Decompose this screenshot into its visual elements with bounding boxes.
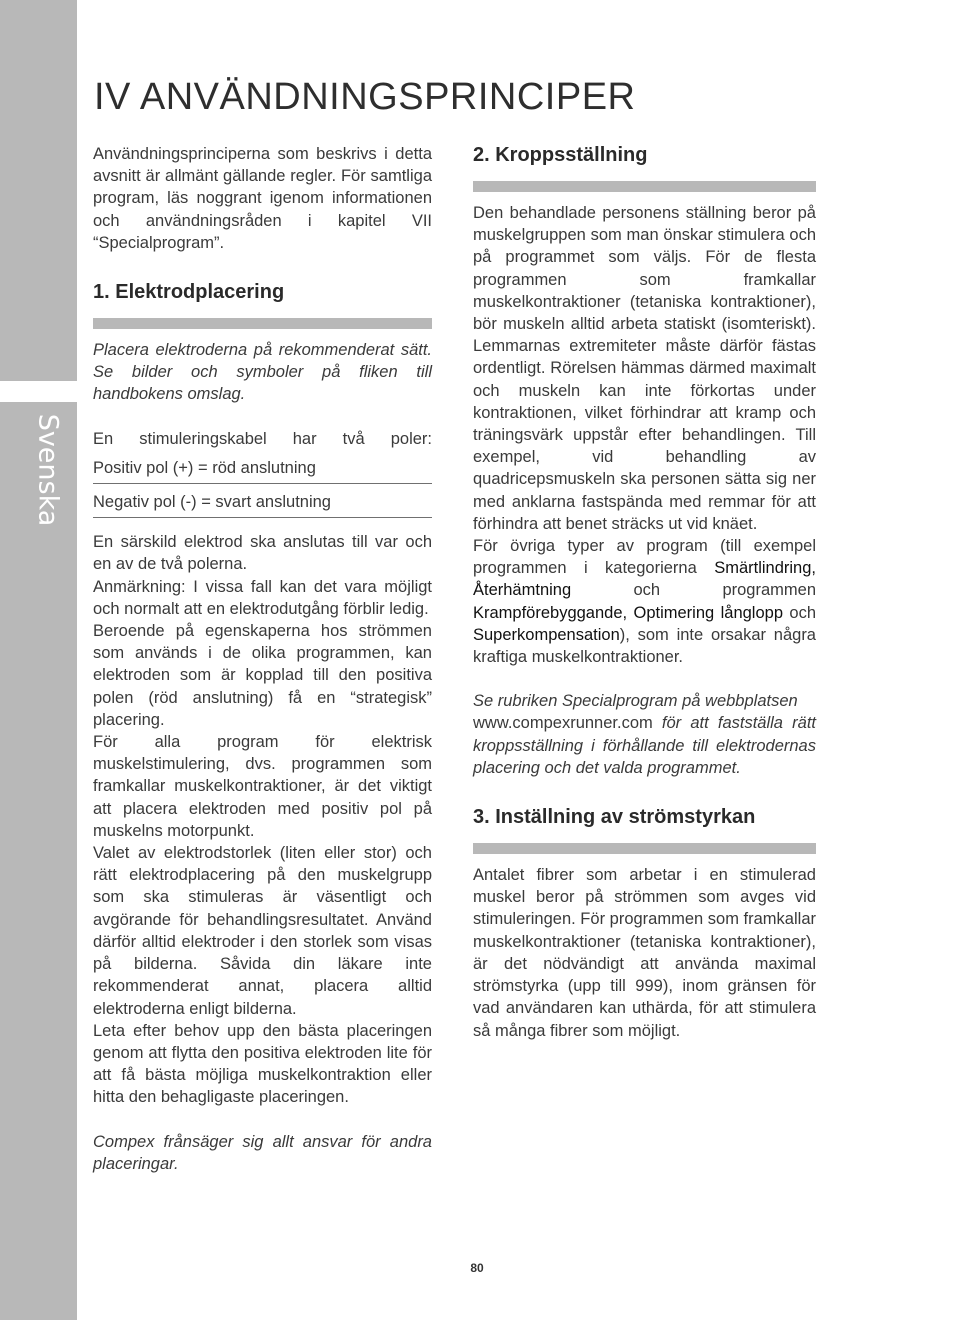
- intro-paragraph: Användningsprinciperna som beskrivs i detta avsnitt är allmänt gällande regler. För samtliga program, läs noggrant igenom informationen och användningsråden i kapitel VII “Specialprogram”.: [93, 145, 432, 252]
- page-title: IV ANVÄNDNINGSPRINCIPER: [94, 76, 636, 118]
- section-heading-body-position: 2. Kroppsställning: [473, 144, 648, 166]
- language-tab-label: Svenska: [32, 413, 64, 527]
- body-paragraph: För alla program för elektrisk muskelstimulering, dvs. programmen som framkallar muskelkontraktioner, är det viktigt att placera elektroden med positiv pol på muskelns motorpunkt.: [93, 733, 432, 840]
- disclaimer: Compex frånsäger sig allt ansvar för andra placeringar.: [93, 1132, 432, 1173]
- side-strip-top: [0, 0, 77, 381]
- category-name: Krampförebyggande, Optimering långlopp: [473, 603, 783, 622]
- pole-positive-row: Positiv pol (+) = röd anslutning: [93, 450, 432, 484]
- pole-negative-row: Negativ pol (-) = svart anslutning: [93, 484, 432, 518]
- placement-note: Placera elektroderna på rekommenderat sätt. Se bilder och symboler på fliken till handbokens omslag.: [93, 341, 432, 404]
- body-paragraph: Valet av elektrodstorlek (liten eller stor) och rätt elektrodplacering på den muskelgrupp som ska stimuleras är väsentligt och avgörande för behandlingsresultatet. Använd därför alltid elektroder i den storlek som visas på bilderna. Såvida din läkare inte rekommenderat annat, placera alltid elektroderna enligt bilderna.: [93, 844, 432, 1018]
- website-url: www.compexrunner.com: [473, 714, 653, 733]
- poles-intro: En stimuleringskabel har två poler:: [93, 429, 432, 448]
- section-divider-bar: [473, 181, 816, 192]
- body-paragraph: Antalet fibrer som arbetar i en stimulerad muskel beror på strömmen som avges vid stimuleringen. För programmen som framkallar muskelkontraktioner (tetaniska kontraktioner), är det nödvändigt att använda maximal strömstyrka (upp till 999), inom gränsen för vad användaren kan uthärda, för att stimulera så många fibrer som möjligt.: [473, 866, 816, 1040]
- page-number: 80: [470, 1261, 484, 1275]
- right-column: [473, 143, 816, 1042]
- left-column: [93, 143, 432, 1175]
- side-strip-bottom: [0, 402, 77, 1320]
- category-name: Smärtlindring, Återhämtning: [473, 559, 816, 600]
- body-paragraph: En särskild elektrod ska anslutas till var och en av de två polerna.: [93, 533, 432, 574]
- website-reference: Se rubriken Specialprogram på webbplatsen www.compexrunner.com för att fastställa rätt kroppsställning i förhållande till elektrodernas placering och det valda programmet.: [473, 692, 816, 777]
- section-heading-electrode-placement: 1. Elektrodplacering: [93, 281, 285, 304]
- category-name: Superkompensation: [473, 625, 620, 644]
- section-divider-bar: [473, 843, 816, 854]
- body-paragraph: Leta efter behov upp den bästa placeringen genom att flytta den positiva elektroden lite för att få bästa möjliga muskelkontraktion eller hitta den behagligaste placeringen.: [93, 1021, 432, 1107]
- program-categories-paragraph: För övriga typer av program (till exempel programmen i kategorierna Smärtlindring, Återhämtning och programmen Krampförebyggande, Optimering långlopp och Superkompensation), som inte orsakar några kraftiga muskelkontraktioner.: [473, 537, 817, 667]
- body-paragraph: Den behandlade personens ställning beror på muskelgruppen som man önskar stimulera och på programmet som väljs. För de flesta programmen som framkallar muskelkontraktioner (tetaniska kontraktioner), bör muskeln alltid arbeta statiskt (isomteriskt). Lemmarnas extremiteter måste därför fästas ordentligt. Rörelsen hämmas därmed maximalt och muskeln kan inte förkortas under kontraktionen, vilket förhindrar att kramp och träningsvärk uppstår efter behandlingen. Till exempel, vid behandling av quadricepsmuskeln ska personen sätta sig ner med anklarna fastspända med remmar för att förhindra att benet sträcks ut vid knäet.: [473, 204, 816, 533]
- body-paragraph: Beroende på egenskaperna hos strömmen som används i de olika programmen, kan elektroden som är kopplad till den positiva polen (röd anslutning) få en “strategisk” placering.: [93, 622, 432, 729]
- body-paragraph: Anmärkning: I vissa fall kan det vara möjligt och normalt att en elektrodutgång förblir ledig.: [93, 577, 432, 618]
- section-heading-current-setting: 3. Inställning av strömstyrkan: [473, 806, 756, 829]
- section-divider-bar: [93, 318, 432, 329]
